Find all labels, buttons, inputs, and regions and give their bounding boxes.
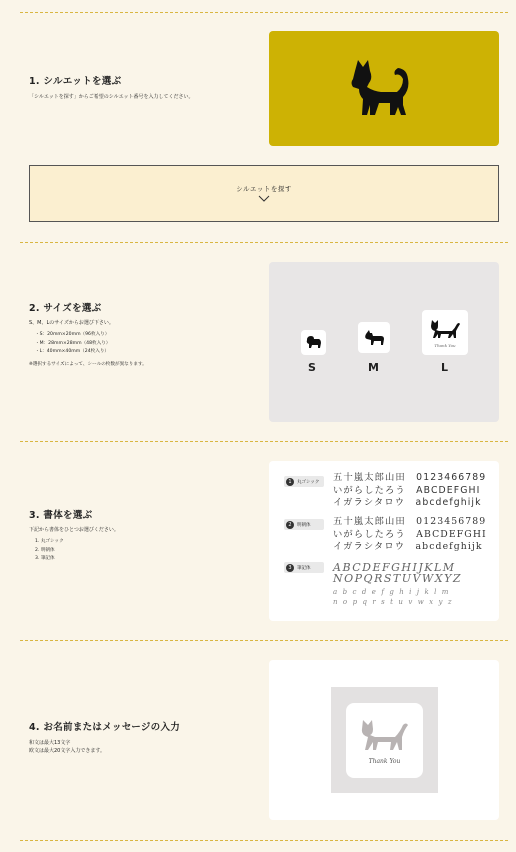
dog-poodle-icon — [305, 335, 322, 350]
step-1-description: 「シルエットを探す」からご希望のシルエット番号を入力してください。 — [29, 94, 194, 100]
step-2-size — [0, 242, 516, 441]
step-4-message — [0, 640, 516, 840]
sticker-preview — [346, 703, 423, 778]
dog-silhouette-icon — [269, 31, 499, 146]
size-list — [29, 331, 249, 357]
section-divider — [20, 840, 508, 841]
size-label-s: S — [308, 361, 316, 374]
font-tag-number: 2 — [286, 521, 294, 529]
step-1-text — [29, 73, 249, 101]
font-sample-mincho: 五十嵐太郎山田 0123456789 いがらしたろう ABCDEFGHI イガラシタロウ abcdefghijk — [333, 516, 487, 552]
sticker-caption: Thank You — [368, 758, 401, 765]
size-item-s: ・S：20mm×20mm（96枚入り） — [35, 332, 110, 337]
step-1-image — [269, 31, 499, 146]
font-sample-gothic: 五十嵐太郎山田 0123466789 いがらしたろう ABCDEFGHI イガラシタロウ abcdefghijk — [333, 472, 487, 508]
sticker-preview-frame — [331, 687, 438, 793]
step-4-description-1: 和文は最大13文字 — [29, 740, 71, 746]
size-item-m: ・M：28mm×28mm（48枚入り） — [35, 340, 111, 346]
step-2-text — [29, 300, 249, 367]
step-1-title: 1. シルエットを選ぶ — [29, 76, 122, 87]
step-4-title: 4. お名前またはメッセージの入力 — [29, 722, 181, 733]
step-3-image — [269, 461, 499, 621]
find-silhouette-button[interactable] — [29, 165, 499, 222]
font-tag-1 — [284, 476, 324, 487]
size-l-sample — [422, 310, 468, 355]
cat-icon — [428, 318, 462, 342]
size-m-sample — [358, 322, 390, 353]
font-item-2: 2. 明朝体 — [35, 547, 55, 553]
font-sample-script-lower: a b c d e f g h i j k l m n o p q r s t u v w x y z — [333, 588, 454, 606]
font-list — [29, 538, 249, 564]
font-tag-3 — [284, 562, 324, 573]
font-tag-number: 1 — [286, 478, 294, 486]
size-label-m: M — [368, 361, 379, 374]
size-s-sample — [301, 330, 326, 355]
font-sample-script-upper: ABCDEFGHIJKLM NOPQRSTUVWXYZ — [333, 561, 462, 585]
font-item-1: 1. 丸ゴシック — [35, 539, 64, 544]
size-label-l: L — [441, 361, 449, 374]
step-4-description-2: 欧文は最大20文字入力できます。 — [29, 748, 105, 754]
step-3-description: 下記から書体をひとつお選びください。 — [29, 527, 119, 533]
dog-schnauzer-icon — [363, 329, 385, 347]
size-note: ※選択するサイズによって、シールの枚数が異なります。 — [29, 361, 147, 367]
step-4-image — [269, 660, 499, 820]
step-2-title: 2. サイズを選ぶ — [29, 303, 102, 314]
step-4-text — [29, 719, 249, 755]
chevron-down-icon — [258, 195, 270, 203]
size-item-l: ・L：40mm×40mm（24枚入り） — [35, 349, 110, 355]
font-tag-label: 明朝体 — [297, 522, 311, 528]
step-2-image — [269, 262, 499, 422]
step-3-text — [29, 507, 249, 564]
font-tag-number: 3 — [286, 564, 294, 572]
font-tag-label: 筆記体 — [297, 565, 311, 571]
font-item-3: 3. 筆記体 — [35, 556, 55, 562]
find-silhouette-button-label: シルエットを探す — [236, 185, 292, 193]
step-3-font — [0, 441, 516, 640]
font-tag-label: 丸ゴシック — [297, 479, 320, 485]
size-l-caption: Thank You — [434, 342, 456, 348]
step-3-title: 3. 書体を選ぶ — [29, 510, 93, 521]
font-tag-2 — [284, 519, 324, 530]
step-1-silhouette — [0, 0, 516, 242]
cat-walking-icon — [357, 716, 413, 754]
step-2-description: S、M、Lのサイズからお選び下さい。 — [29, 320, 114, 326]
